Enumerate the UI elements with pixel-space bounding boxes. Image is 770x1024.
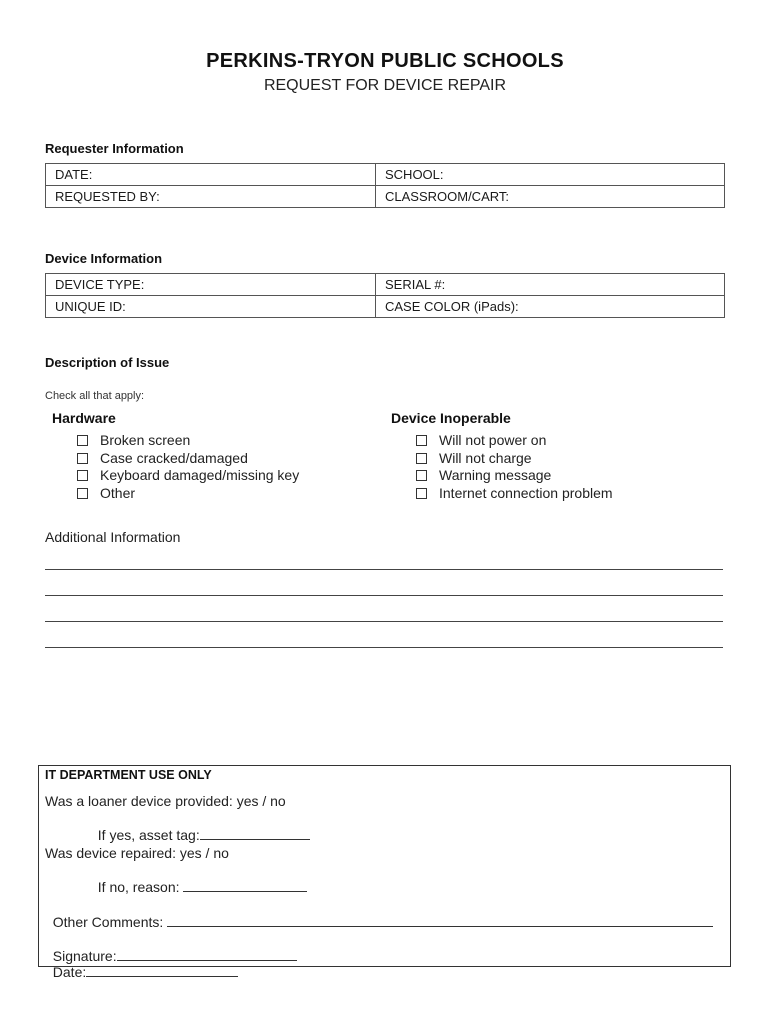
asset-tag-blank[interactable] bbox=[200, 827, 310, 840]
requester-table bbox=[45, 163, 725, 208]
repaired-question: Was device repaired: yes / no bbox=[45, 845, 229, 861]
additional-info-line[interactable] bbox=[45, 569, 723, 570]
repaired-followup-label: If no, reason: bbox=[97, 879, 180, 895]
checkbox-label: Keyboard damaged/missing key bbox=[100, 467, 300, 483]
unique-id-field[interactable]: UNIQUE ID: bbox=[46, 296, 376, 318]
issue-heading: Description of Issue bbox=[45, 355, 170, 370]
case-color-field[interactable]: CASE COLOR (iPads): bbox=[376, 296, 725, 318]
checkbox[interactable] bbox=[416, 453, 427, 464]
checkbox-label: Other bbox=[100, 484, 136, 501]
serial-field[interactable]: SERIAL #: bbox=[376, 274, 725, 296]
school-field[interactable]: SCHOOL: bbox=[376, 164, 725, 186]
checkbox-item[interactable] bbox=[416, 432, 613, 450]
checkbox-label: Internet connection problem bbox=[439, 484, 613, 501]
device-table bbox=[45, 273, 725, 318]
form-subtitle: REQUEST FOR DEVICE REPAIR bbox=[263, 77, 507, 94]
checkbox-item[interactable] bbox=[416, 485, 613, 503]
hardware-heading: Hardware bbox=[52, 410, 116, 426]
date-field[interactable]: DATE: bbox=[46, 164, 376, 186]
table-row bbox=[46, 186, 725, 208]
checkbox-label: Case cracked/damaged bbox=[100, 449, 248, 466]
checkbox[interactable] bbox=[77, 453, 88, 464]
checkbox[interactable] bbox=[77, 470, 88, 481]
checkbox[interactable] bbox=[416, 488, 427, 499]
checkbox-item[interactable] bbox=[77, 485, 299, 503]
checkbox-label: Will not power on bbox=[439, 432, 547, 448]
loaner-followup-label: If yes, asset tag: bbox=[97, 827, 200, 843]
signature-blank[interactable] bbox=[117, 948, 297, 961]
checkbox[interactable] bbox=[416, 435, 427, 446]
checkbox-item[interactable] bbox=[77, 432, 299, 450]
device-heading: Device Information bbox=[45, 251, 163, 266]
check-instruction: Check all that apply: bbox=[45, 390, 145, 402]
checkbox-label: Warning message bbox=[439, 467, 552, 483]
signature-label: Signature: bbox=[52, 948, 117, 964]
additional-info-line[interactable] bbox=[45, 647, 723, 648]
table-row bbox=[46, 164, 725, 186]
checkbox[interactable] bbox=[77, 435, 88, 446]
checkbox[interactable] bbox=[77, 488, 88, 499]
additional-info-line[interactable] bbox=[45, 621, 723, 622]
classroom-cart-field[interactable]: CLASSROOM/CART: bbox=[376, 186, 725, 208]
other-comments-label: Other Comments: bbox=[52, 914, 164, 930]
checkbox-item[interactable] bbox=[416, 467, 613, 485]
table-row bbox=[46, 296, 725, 318]
checkbox-item[interactable] bbox=[77, 467, 299, 485]
checkbox-item[interactable] bbox=[416, 450, 613, 468]
inoperable-checklist bbox=[416, 432, 613, 502]
hardware-checklist bbox=[77, 432, 299, 502]
table-row bbox=[46, 274, 725, 296]
other-comments-blank[interactable] bbox=[167, 914, 713, 927]
it-department-heading: IT DEPARTMENT USE ONLY bbox=[45, 768, 212, 782]
date-label: Date: bbox=[52, 964, 87, 980]
additional-info-label: Additional Information bbox=[45, 529, 181, 545]
checkbox-item[interactable] bbox=[77, 450, 299, 468]
checkbox-label: Broken screen bbox=[100, 432, 191, 448]
requester-heading: Requester Information bbox=[45, 141, 184, 156]
additional-info-line[interactable] bbox=[45, 595, 723, 596]
reason-blank[interactable] bbox=[183, 879, 307, 892]
device-type-field[interactable]: DEVICE TYPE: bbox=[46, 274, 376, 296]
requested-by-field[interactable]: REQUESTED BY: bbox=[46, 186, 376, 208]
date-blank[interactable] bbox=[86, 964, 238, 977]
loaner-question: Was a loaner device provided: yes / no bbox=[45, 793, 286, 809]
checkbox-label: Will not charge bbox=[439, 449, 532, 466]
form-title: PERKINS-TRYON PUBLIC SCHOOLS bbox=[206, 50, 564, 72]
inoperable-heading: Device Inoperable bbox=[391, 410, 511, 426]
checkbox[interactable] bbox=[416, 470, 427, 481]
